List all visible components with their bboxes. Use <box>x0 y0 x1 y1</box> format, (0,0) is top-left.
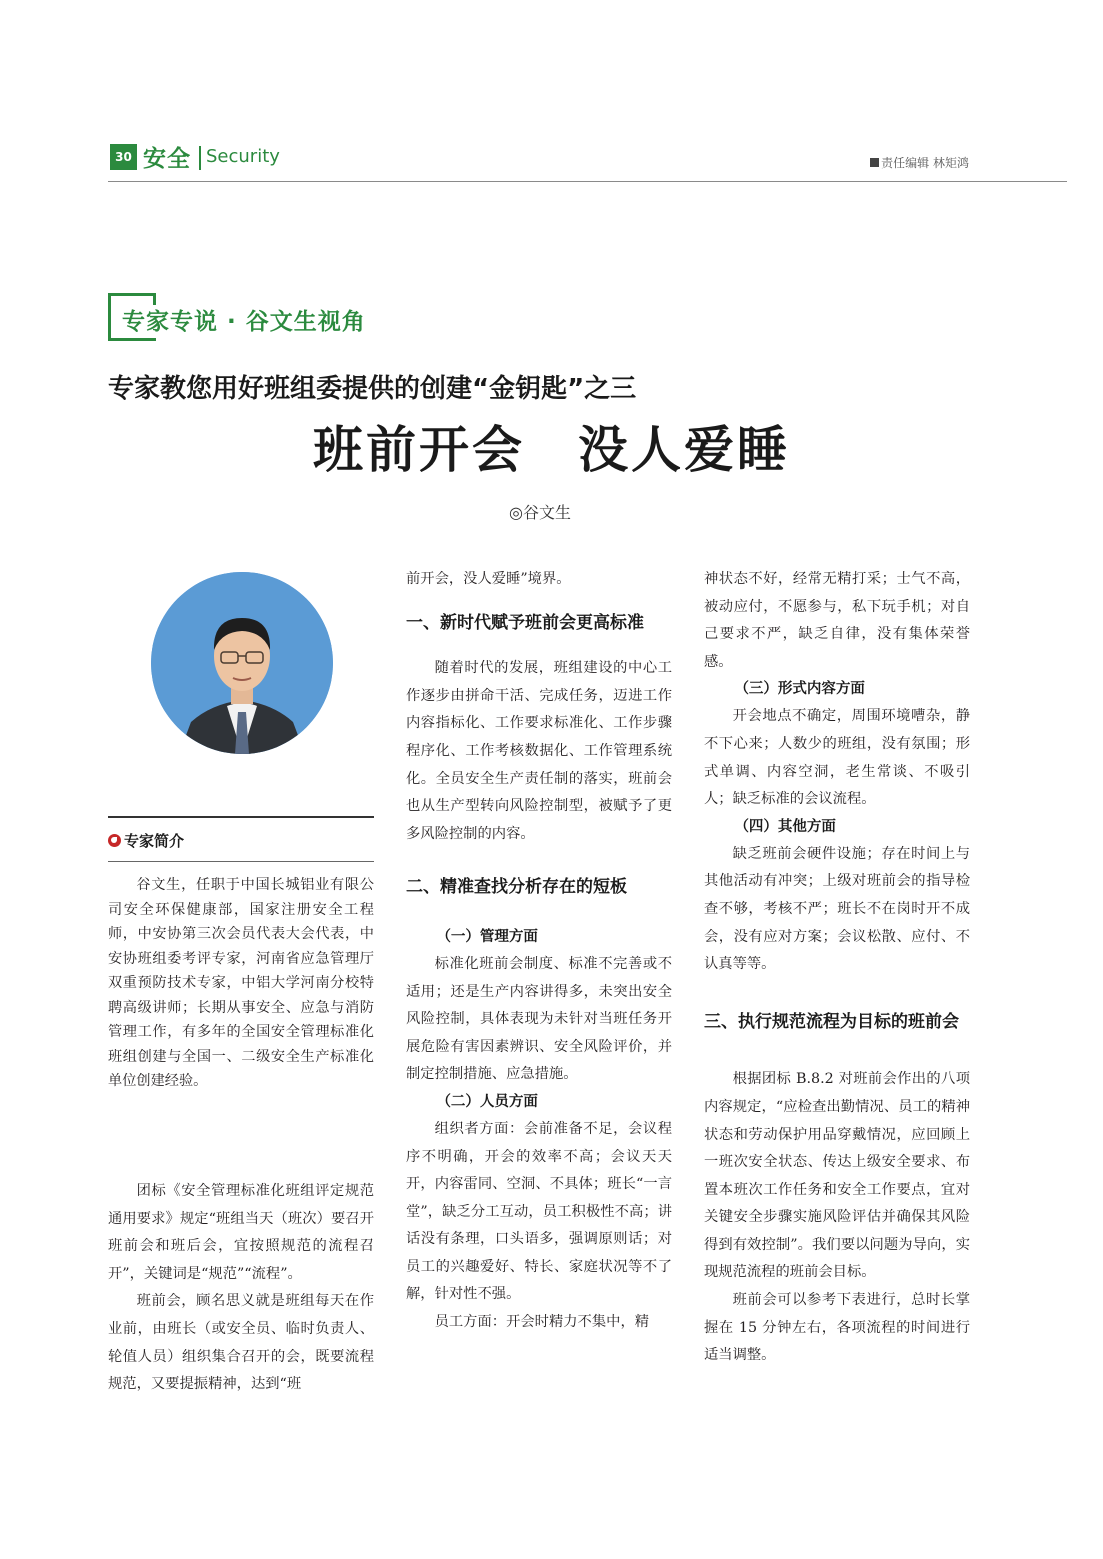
byline: ◎谷文生 <box>509 503 571 522</box>
section-heading: 一、新时代赋予班前会更高标准 <box>406 612 644 633</box>
subsection-heading: （二）人员方面 <box>436 1093 538 1110</box>
badge-icon <box>108 834 121 847</box>
editor-credit-text: 责任编辑 林矩鸿 <box>881 156 969 170</box>
subsection-heading: （三）形式内容方面 <box>734 681 865 698</box>
portrait-illustration <box>151 572 333 754</box>
column-tag: 专家专说 · 谷文生视角 <box>122 309 366 335</box>
paragraph: 员工方面：开会时精力不集中，精 <box>434 1314 650 1331</box>
page-number: 30 <box>110 144 137 170</box>
square-bullet-icon <box>870 158 879 167</box>
section-title-en: Security <box>206 146 280 167</box>
author-portrait <box>151 572 333 754</box>
section-title-cn: 安全 <box>143 146 191 172</box>
column-3 <box>704 566 970 1370</box>
subsection-heading: （一）管理方面 <box>436 928 538 945</box>
paragraph: 标准化班前会制度、标准不完善或不适用；还是生产内容讲得多，未突出安全风险控制，具体表现为未针对当班任务开展危险有害因素辨识、安全风险评价，并制定控制措施、应急措施。 <box>406 955 672 1083</box>
section-divider <box>199 146 201 170</box>
author-intro-heading-text: 专家简介 <box>124 832 185 850</box>
intro-rule-bottom <box>108 861 374 862</box>
intro-rule-top <box>108 816 374 818</box>
article-kicker: 专家教您用好班组委提供的创建“金钥匙”之三 <box>108 374 637 404</box>
paragraph: 缺乏班前会硬件设施；存在时间上与其他活动有冲突；上级对班前会的指导检查不够，考核不严；班长不在岗时开不成会，没有应对方案；会议松散、应付、不认真等等。 <box>704 845 970 973</box>
column-1 <box>108 1178 374 1399</box>
paragraph: 神状态不好，经常无精打采；士气不高，被动应付，不愿参与，私下玩手机；对自己要求不严，缺乏自律，没有集体荣誉感。 <box>704 571 970 670</box>
paragraph: 开会地点不确定，周围环境嘈杂，静不下心来；人数少的班组，没有氛围；形式单调、内容空洞，老生常谈、不吸引人；缺乏标准的会议流程。 <box>704 708 970 808</box>
paragraph: 随着时代的发展，班组建设的中心工作逐步由拼命干活、完成任务，迈进工作内容指标化、工作要求标准化、工作步骤程序化、工作考核数据化、工作管理系统化。全员安全生产责任制的落实，班前会也从生产型转向风险控制型，被赋予了更多风险控制的内容。 <box>406 660 672 842</box>
paragraph: 团标《安全管理标准化班组评定规范通用要求》规定“班组当天（班次）要召开班前会和班后会，宜按照规范的流程召开”，关键词是“规范”“流程”。 <box>108 1183 374 1282</box>
paragraph: 根据团标 B.8.2 对班前会作出的八项内容规定，“应检查出勤情况、员工的精神状态和劳动保护用品穿戴情况，应回顾上一班次安全状态、传达上级安全要求、布置本班次工作任务和安全工作要点，宜对关键安全步骤实施风险评估并确保其风险得到有效控制”。我们要以问题为导向，实现规范流程的班前会目标。 <box>704 1071 970 1281</box>
paragraph: 组织者方面：会前准备不足，会议程序不明确，开会的效率不高；会议天天开，内容雷同、空洞、不具体；班长“一言堂”，缺乏分工互动，员工积极性不高；讲话没有条理，口头语多，强调原则话；对员工的兴趣爱好、特长、家庭状况等不了解，针对性不强。 <box>406 1120 672 1303</box>
author-intro-text: 谷文生，任职于中国长城铝业有限公司安全环保健康部，国家注册安全工程师，中安协第三次会员代表大会代表，中安协班组委考评专家，河南省应急管理厅双重预防技术专家，中铝大学河南分校特聘高级讲师；长期从事安全、应急与消防管理工作，有多年的全国安全管理标准化班组创建与全国一、二级安全生产标准化单位创建经验。 <box>108 877 374 1089</box>
header-rule <box>108 181 1067 182</box>
subsection-heading: （四）其他方面 <box>734 818 836 835</box>
section-heading: 二、精准查找分析存在的短板 <box>406 877 627 898</box>
paragraph: 班前会，顾名思义就是班组每天在作业前，由班长（或安全员、临时负责人、轮值人员）组织集合召开的会，既要流程规范，又要提振精神，达到“班 <box>108 1293 374 1393</box>
section-heading: 三、执行规范流程为目标的班前会 <box>704 1011 959 1032</box>
article-title: 班前开会 没人爱睡 <box>313 420 790 479</box>
editor-credit <box>870 154 969 171</box>
column-2 <box>406 566 672 1337</box>
author-intro-heading <box>108 830 184 851</box>
paragraph: 班前会可以参考下表进行，总时长掌握在 15 分钟左右，各项流程的时间进行适当调整。 <box>704 1292 970 1364</box>
paragraph: 前开会，没人爱睡”境界。 <box>406 571 571 587</box>
